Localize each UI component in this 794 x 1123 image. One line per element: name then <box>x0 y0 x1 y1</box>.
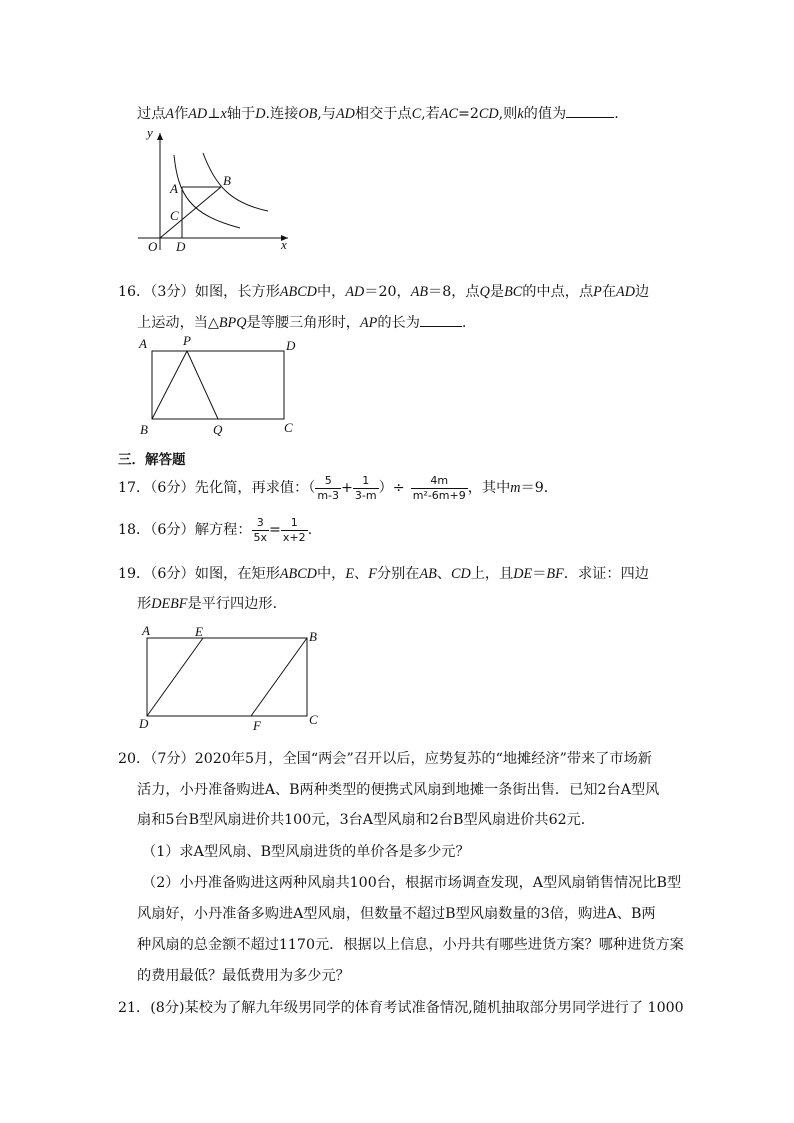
fraction: $\frac{1}{x+2}$ <box>282 515 306 544</box>
section-heading: 三．解答题 <box>118 452 186 468</box>
fig-label-D: D <box>139 716 149 731</box>
fig-label-E: E <box>195 624 203 639</box>
fig-label-A: A <box>139 336 147 351</box>
fig-label-D: D <box>176 239 186 254</box>
q19-line2: 形DEBF是平行四边形． <box>137 596 287 612</box>
fig-label-O: O <box>148 239 158 254</box>
fig-label-x: x <box>281 237 287 252</box>
q18: 18．（6分）解方程： $\frac{3}{5x}$ = $\frac{1}{x+2}$ . <box>118 515 313 544</box>
q19-figure <box>135 620 335 735</box>
q20-part2-line2: 风扇好，小丹准备多购进A型风扇，但数量不超过B型风扇数量的3倍，购进A、B两 <box>137 906 656 922</box>
fig-label-P: P <box>183 333 191 348</box>
fig-label-C: C <box>170 208 179 223</box>
fig-label-y: y <box>147 125 153 140</box>
q16-line2: 上运动，当△BPQ是等腰三角形时，AP的长为 . <box>137 312 466 333</box>
fraction: $\frac{5}{m-3}$ <box>317 473 340 502</box>
answer-blank <box>420 312 462 327</box>
fig-label-A: A <box>142 623 150 638</box>
fig-label-D: D <box>286 338 296 353</box>
fig-label-A: A <box>170 181 178 196</box>
fraction: $\frac{4m}{\text{m²-6m+9}}$ <box>412 473 466 502</box>
q20-line3: 扇和5台B型风扇进价共100元，3台A型风扇和2台B型风扇进价共62元． <box>137 812 595 828</box>
q20-line1: 20．（7分）2020年5月，全国“两会”召开以后，应势复苏的“地摊经济”带来了市场新 <box>118 751 652 767</box>
fig-label-B: B <box>140 422 148 437</box>
fraction: $\frac{3}{5x}$ <box>253 515 268 544</box>
q19-line1: 19．（6分）如图，在矩形ABCD中，E、F分别在AB、CD上，且DE＝BF．求证：四边 <box>118 566 649 582</box>
fig-label-B: B <box>309 629 317 644</box>
fig-label-C: C <box>284 420 293 435</box>
q20-part2-line4: 的费用最低？最低费用为多少元？ <box>137 968 350 984</box>
q17: 17．（6分）先化简，再求值：（ $\frac{5}{m-3}$ + $\frac{1}{3-m}$ ）÷ $\frac{4m}{\text{m²-6m+9}}$ ，其中m＝9． <box>118 473 558 502</box>
fraction: $\frac{1}{3-m}$ <box>354 473 377 502</box>
q15-text: 过点A作AD⊥x轴于D.连接OB,与AD相交于点C,若AC=2CD,则k的值为 . <box>137 103 619 124</box>
fig-label-C: C <box>309 712 318 727</box>
q20-part2-line1: （2）小丹准备购进这两种风扇共100台，根据市场调查发现，A型风扇销售情况比B型 <box>142 875 682 891</box>
q20-part1: （1）求A型风扇、B型风扇进货的单价各是多少元？ <box>142 844 470 860</box>
q16-line1: 16．（3分）如图，长方形ABCD中，AD＝20，AB＝8，点Q是BC的中点，点P在AD边 <box>118 284 650 300</box>
q16-figure <box>135 333 305 438</box>
fig-label-F: F <box>253 718 261 733</box>
q15-figure <box>130 125 300 255</box>
q21-line1: 21．(8分)某校为了解九年级男同学的体育考试准备情况,随机抽取部分男同学进行了 1000 <box>118 1000 684 1016</box>
fig-label-B: B <box>223 173 231 188</box>
q20-part2-line3: 种风扇的总金额不超过1170元．根据以上信息，小丹共有哪些进货方案？哪种进货方案 <box>137 937 684 953</box>
q20-line2: 活力，小丹准备购进A、B两种类型的便携式风扇到地摊一条街出售．已知2台A型风 <box>137 782 660 798</box>
fig-label-Q: Q <box>213 422 223 437</box>
answer-blank <box>566 103 614 118</box>
